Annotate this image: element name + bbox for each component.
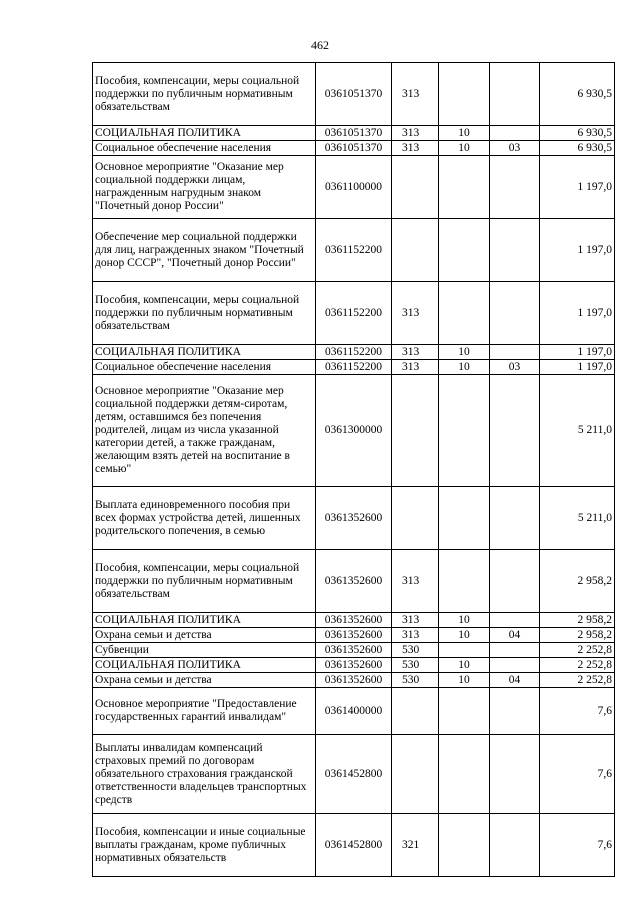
cell-vr: 313 — [392, 613, 439, 628]
table-row — [93, 613, 615, 628]
cell-sum: 1 197,0 — [540, 219, 615, 282]
cell-rz — [439, 550, 490, 613]
cell-pr: 04 — [490, 673, 540, 688]
cell-code: 0361051370 — [316, 126, 392, 141]
cell-pr — [490, 219, 540, 282]
cell-code: 0361352600 — [316, 628, 392, 643]
cell-name: Социальное обеспечение населения — [93, 360, 316, 375]
cell-pr — [490, 487, 540, 550]
cell-pr — [490, 658, 540, 673]
cell-sum: 2 958,2 — [540, 628, 615, 643]
cell-name: СОЦИАЛЬНАЯ ПОЛИТИКА — [93, 613, 316, 628]
cell-rz: 10 — [439, 673, 490, 688]
cell-rz: 10 — [439, 126, 490, 141]
cell-vr: 313 — [392, 63, 439, 126]
table-row — [93, 282, 615, 345]
cell-rz — [439, 487, 490, 550]
cell-code: 0361152200 — [316, 360, 392, 375]
budget-table — [92, 62, 615, 877]
cell-pr: 03 — [490, 360, 540, 375]
cell-code: 0361352600 — [316, 673, 392, 688]
cell-name: Пособия, компенсации, меры социальной поддержки по публичным нормативным обязательствам — [93, 550, 316, 613]
cell-rz — [439, 643, 490, 658]
cell-sum: 2 252,8 — [540, 673, 615, 688]
table-row — [93, 658, 615, 673]
cell-vr: 313 — [392, 282, 439, 345]
cell-vr: 313 — [392, 126, 439, 141]
cell-name: СОЦИАЛЬНАЯ ПОЛИТИКА — [93, 658, 316, 673]
cell-pr — [490, 345, 540, 360]
table-row — [93, 156, 615, 219]
cell-vr: 313 — [392, 628, 439, 643]
cell-vr — [392, 735, 439, 814]
cell-code: 0361400000 — [316, 688, 392, 735]
cell-pr — [490, 735, 540, 814]
cell-pr — [490, 375, 540, 487]
table-row — [93, 814, 615, 877]
cell-rz: 10 — [439, 141, 490, 156]
table-row — [93, 345, 615, 360]
cell-rz — [439, 219, 490, 282]
table-row — [93, 219, 615, 282]
cell-name: Пособия, компенсации и иные социальные выплаты гражданам, кроме публичных нормативных обязательств — [93, 814, 316, 877]
cell-rz — [439, 814, 490, 877]
cell-vr: 530 — [392, 673, 439, 688]
cell-name: Пособия, компенсации, меры социальной поддержки по публичным нормативным обязательствам — [93, 282, 316, 345]
cell-name: Основное мероприятие "Оказание мер социальной поддержки лицам, награжденным нагрудным знаком "Почетный донор России" — [93, 156, 316, 219]
cell-code: 0361452800 — [316, 814, 392, 877]
cell-vr: 313 — [392, 345, 439, 360]
cell-pr — [490, 550, 540, 613]
cell-vr: 313 — [392, 360, 439, 375]
cell-vr — [392, 487, 439, 550]
cell-pr — [490, 282, 540, 345]
cell-pr — [490, 126, 540, 141]
table-row — [93, 688, 615, 735]
cell-name: Пособия, компенсации, меры социальной поддержки по публичным нормативным обязательствам — [93, 63, 316, 126]
cell-name: Выплата единовременного пособия при всех формах устройства детей, лишенных родительского попечения, в семью — [93, 487, 316, 550]
cell-sum: 1 197,0 — [540, 360, 615, 375]
cell-rz — [439, 282, 490, 345]
table-row — [93, 141, 615, 156]
cell-rz — [439, 735, 490, 814]
cell-sum: 6 930,5 — [540, 126, 615, 141]
cell-code: 0361152200 — [316, 219, 392, 282]
cell-vr: 313 — [392, 550, 439, 613]
cell-vr: 313 — [392, 141, 439, 156]
cell-sum: 2 958,2 — [540, 613, 615, 628]
cell-sum: 5 211,0 — [540, 375, 615, 487]
cell-pr — [490, 63, 540, 126]
table-row — [93, 63, 615, 126]
table-row — [93, 487, 615, 550]
page-number: 462 — [311, 38, 329, 52]
cell-rz — [439, 375, 490, 487]
cell-name: СОЦИАЛЬНАЯ ПОЛИТИКА — [93, 345, 316, 360]
cell-code: 0361352600 — [316, 613, 392, 628]
cell-code: 0361352600 — [316, 658, 392, 673]
cell-code: 0361352600 — [316, 643, 392, 658]
cell-name: Основное мероприятие "Предоставление государственных гарантий инвалидам" — [93, 688, 316, 735]
cell-rz: 10 — [439, 345, 490, 360]
cell-rz: 10 — [439, 658, 490, 673]
cell-rz — [439, 688, 490, 735]
cell-name: Основное мероприятие "Оказание мер социальной поддержки детям-сиротам, детям, оставшимся без попечения родителей, лицам из числа указанной категории детей, а также гражданам, желающим взять детей на воспитание в семью" — [93, 375, 316, 487]
cell-pr — [490, 814, 540, 877]
cell-pr — [490, 156, 540, 219]
cell-code: 0361051370 — [316, 63, 392, 126]
table-row — [93, 550, 615, 613]
table-row — [93, 360, 615, 375]
cell-code: 0361100000 — [316, 156, 392, 219]
cell-vr: 321 — [392, 814, 439, 877]
table-row — [93, 375, 615, 487]
cell-code: 0361152200 — [316, 282, 392, 345]
cell-sum: 2 958,2 — [540, 550, 615, 613]
cell-name: Субвенции — [93, 643, 316, 658]
cell-name: Охрана семьи и детства — [93, 673, 316, 688]
cell-vr — [392, 375, 439, 487]
table-row — [93, 643, 615, 658]
cell-rz — [439, 63, 490, 126]
cell-sum: 1 197,0 — [540, 345, 615, 360]
cell-name: Обеспечение мер социальной поддержки для лиц, награжденных знаком "Почетный донор СССР", "Почетный донор России" — [93, 219, 316, 282]
cell-code: 0361452800 — [316, 735, 392, 814]
cell-sum: 2 252,8 — [540, 658, 615, 673]
cell-sum: 6 930,5 — [540, 63, 615, 126]
cell-pr: 04 — [490, 628, 540, 643]
cell-vr — [392, 688, 439, 735]
cell-pr — [490, 688, 540, 735]
cell-sum: 7,6 — [540, 814, 615, 877]
cell-vr: 530 — [392, 658, 439, 673]
cell-sum: 1 197,0 — [540, 156, 615, 219]
cell-sum: 5 211,0 — [540, 487, 615, 550]
table-row — [93, 126, 615, 141]
cell-sum: 1 197,0 — [540, 282, 615, 345]
cell-code: 0361352600 — [316, 550, 392, 613]
table-row — [93, 673, 615, 688]
cell-pr: 03 — [490, 141, 540, 156]
cell-code: 0361352600 — [316, 487, 392, 550]
cell-code: 0361051370 — [316, 141, 392, 156]
cell-name: СОЦИАЛЬНАЯ ПОЛИТИКА — [93, 126, 316, 141]
cell-sum: 6 930,5 — [540, 141, 615, 156]
cell-rz: 10 — [439, 628, 490, 643]
cell-code: 0361152200 — [316, 345, 392, 360]
cell-name: Социальное обеспечение населения — [93, 141, 316, 156]
cell-sum: 7,6 — [540, 688, 615, 735]
cell-name: Охрана семьи и детства — [93, 628, 316, 643]
cell-rz: 10 — [439, 613, 490, 628]
cell-vr: 530 — [392, 643, 439, 658]
cell-pr — [490, 613, 540, 628]
cell-code: 0361300000 — [316, 375, 392, 487]
table-row — [93, 735, 615, 814]
cell-vr — [392, 156, 439, 219]
cell-rz — [439, 156, 490, 219]
cell-vr — [392, 219, 439, 282]
cell-name: Выплаты инвалидам компенсаций страховых премий по договорам обязательного страхования гражданской ответственности владельцев транспортных средств — [93, 735, 316, 814]
cell-rz: 10 — [439, 360, 490, 375]
table-row — [93, 628, 615, 643]
cell-sum: 7,6 — [540, 735, 615, 814]
cell-sum: 2 252,8 — [540, 643, 615, 658]
cell-pr — [490, 643, 540, 658]
